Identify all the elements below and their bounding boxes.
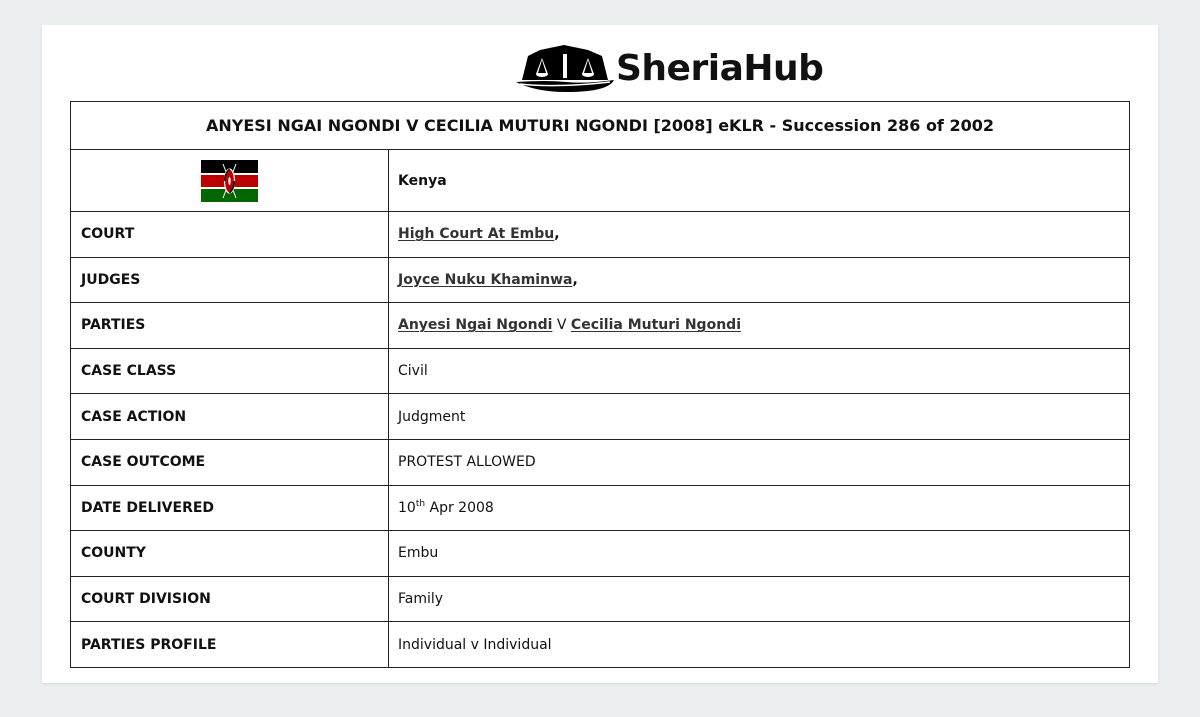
brand-name: SheriaHub — [616, 48, 824, 89]
date-delivered-label: DATE DELIVERED — [71, 485, 389, 531]
case-metadata-table — [70, 101, 1130, 668]
date-day: 10 — [398, 499, 416, 516]
flag-cell — [71, 150, 389, 212]
county-value: Embu — [389, 531, 1130, 577]
case-class-value: Civil — [389, 348, 1130, 394]
party-link-1[interactable]: Anyesi Ngai Ngondi — [398, 317, 553, 334]
court-division-label: COURT DIVISION — [71, 576, 389, 622]
country-name: Kenya — [389, 150, 1130, 212]
scales-of-justice-ship-icon — [516, 44, 614, 94]
case-action-value: Judgment — [389, 394, 1130, 440]
party-link-2[interactable]: Cecilia Muturi Ngondi — [570, 317, 741, 334]
court-label: COURT — [71, 212, 389, 258]
county-label: COUNTY — [71, 531, 389, 577]
kenya-flag-icon — [201, 160, 258, 202]
judges-value — [389, 257, 1130, 303]
court-separator: , — [554, 226, 560, 243]
court-link[interactable]: High Court At Embu — [398, 226, 555, 243]
case-outcome-label: CASE OUTCOME — [71, 439, 389, 485]
date-ordinal: th — [415, 498, 426, 509]
judges-separator: , — [572, 271, 578, 288]
case-class-label: CASE CLASS — [71, 348, 389, 394]
case-outcome-value: PROTEST ALLOWED — [389, 439, 1130, 485]
versus-text: V — [556, 317, 567, 334]
date-month-year: Apr 2008 — [429, 499, 494, 516]
parties-profile-label: PARTIES PROFILE — [71, 622, 389, 668]
court-division-value: Family — [389, 576, 1130, 622]
sheriahub-logo[interactable] — [516, 44, 823, 94]
date-delivered-value — [389, 485, 1130, 531]
judges-label: JUDGES — [71, 257, 389, 303]
parties-profile-value: Individual v Individual — [389, 622, 1130, 668]
case-action-label: CASE ACTION — [71, 394, 389, 440]
case-title: ANYESI NGAI NGONDI V CECILIA MUTURI NGONDI [2008] eKLR - Succession 286 of 2002 — [71, 102, 1130, 150]
parties-value — [389, 303, 1130, 349]
court-value — [389, 212, 1130, 258]
judge-link[interactable]: Joyce Nuku Khaminwa — [398, 271, 573, 288]
parties-label: PARTIES — [71, 303, 389, 349]
